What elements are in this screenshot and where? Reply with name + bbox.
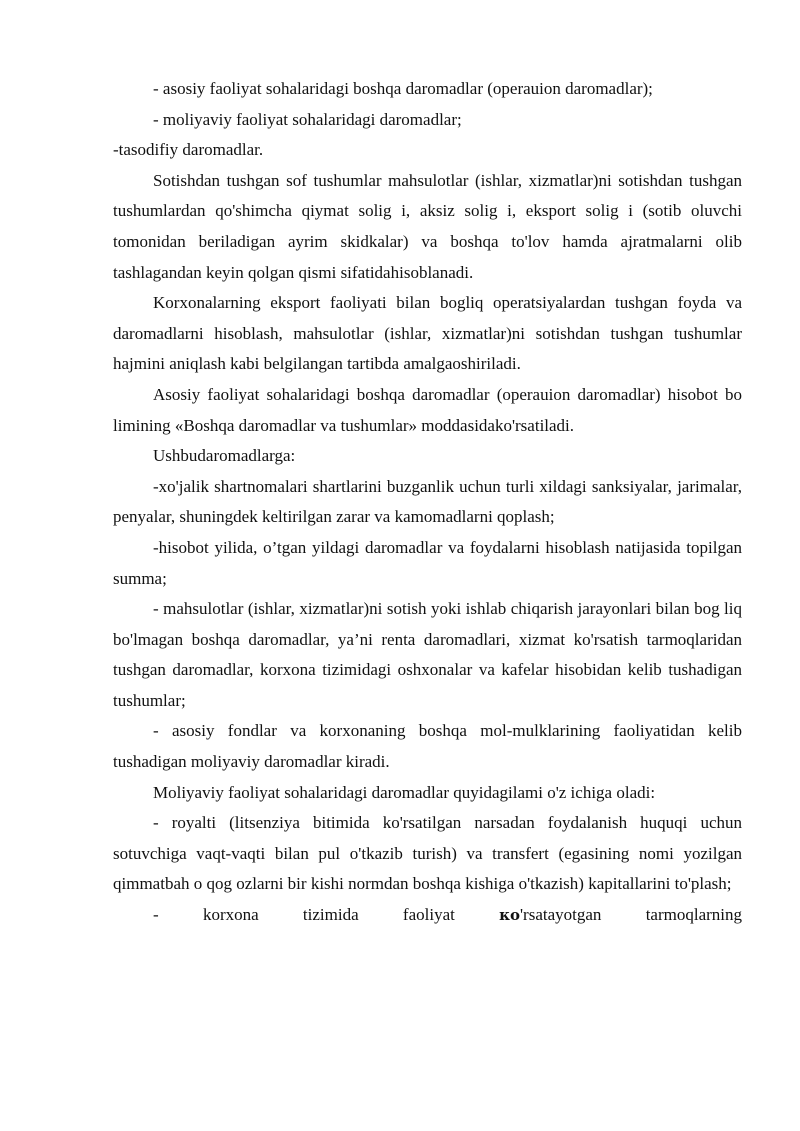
paragraph: - moliyaviy faoliyat sohalaridagi daromadlar; <box>153 109 462 129</box>
paragraph: Moliyaviy faoliyat sohalaridagi daromadlar quyidagilami o'z ichiga oladi: <box>153 782 656 802</box>
paragraph: Sotishdan tushgan sof tushumlar mahsulotlar (ishlar, xizmatlar)ni sotishdan tushgan tushumlardan qo'shimcha qiymat solig i, aksiz solig i, eksport solig i (sotib oluvchi tomonidan beriladigan ayrim skidkalar) va boshqa to'lov hamda ajratmalarni olib tashlagandan keyin qolgan qismi sifatidahisoblanadi. <box>113 170 742 282</box>
paragraph: Ushbudaromadlarga: <box>153 446 296 466</box>
paragraph: - asosiy fondlar va korxonaning boshqa mol-mulklarining faoliyatidan kelib tushadigan moliyaviy daromadlar kiradi. <box>113 721 742 772</box>
paragraph: - royalti (litsenziya bitimida ko'rsatilgan narsadan foydalanish huquqi uchun sotuvchiga vaqt-vaqti bilan pul o'tkazib turish) va transfert (egasining nomi yozilgan qimmatbah o qog ozlarni bir kishi normdan boshqa kishiga o'tkazish) kapitallarini to'plash; <box>113 813 742 894</box>
paragraph: - mahsulotlar (ishlar, xizmatlar)ni sotish yoki ishlab chiqarish jarayonlari bilan bog liq bo'lmagan boshqa daromadlar, ya’ni renta daromadlari, xizmat ko'rsatish tarmoqlaridan tushgan daromadlar, korxona tizimidagi oshxonalar va kafelar hisobidan kelib tushadigan tushumlar; <box>113 599 742 710</box>
paragraph: - asosiy faoliyat sohalaridagi boshqa daromadlar (operauion daromadlar); <box>153 79 653 98</box>
last-line-end: 'rsatayotgan tarmoqlarning <box>519 905 742 925</box>
paragraph: Asosiy faoliyat sohalaridagi boshqa daromadlar (operauion daromadlar) hisobot bo limining «Boshqa daromadlar va tushumlar» moddasidako'rsatiladi. <box>113 384 742 435</box>
last-line-bold-fragment: ко <box>499 906 520 925</box>
last-line-start: - korxona tizimida faoliyat <box>153 905 500 925</box>
paragraph: Korxonalarning eksport faoliyati bilan bogliq operatsiyalardan tushgan foyda va daromadlarni hisoblash, mahsulotlar (ishlar, xizmatlar)ni sotishdan tushgan tushumlar hajmini aniqlash kabi belgilangan tartibda amalgaoshiriladi. <box>113 293 742 374</box>
paragraph: -tasodifiy daromadlar. <box>113 140 264 160</box>
paragraph: -xo'jalik shartnomalari shartlarini buzganlik uchun turli xildagi sanksiyalar, jarimalar, penyalar, shuningdek keltirilgan zarar va kamomadlarni qoplash; <box>113 476 742 527</box>
paragraph: -hisobot yilida, o’tgan yildagi daromadlar va foydalarni hisoblash natijasida topilgan summa; <box>113 537 742 588</box>
document-body <box>113 74 742 931</box>
paragraph-last <box>113 900 742 931</box>
